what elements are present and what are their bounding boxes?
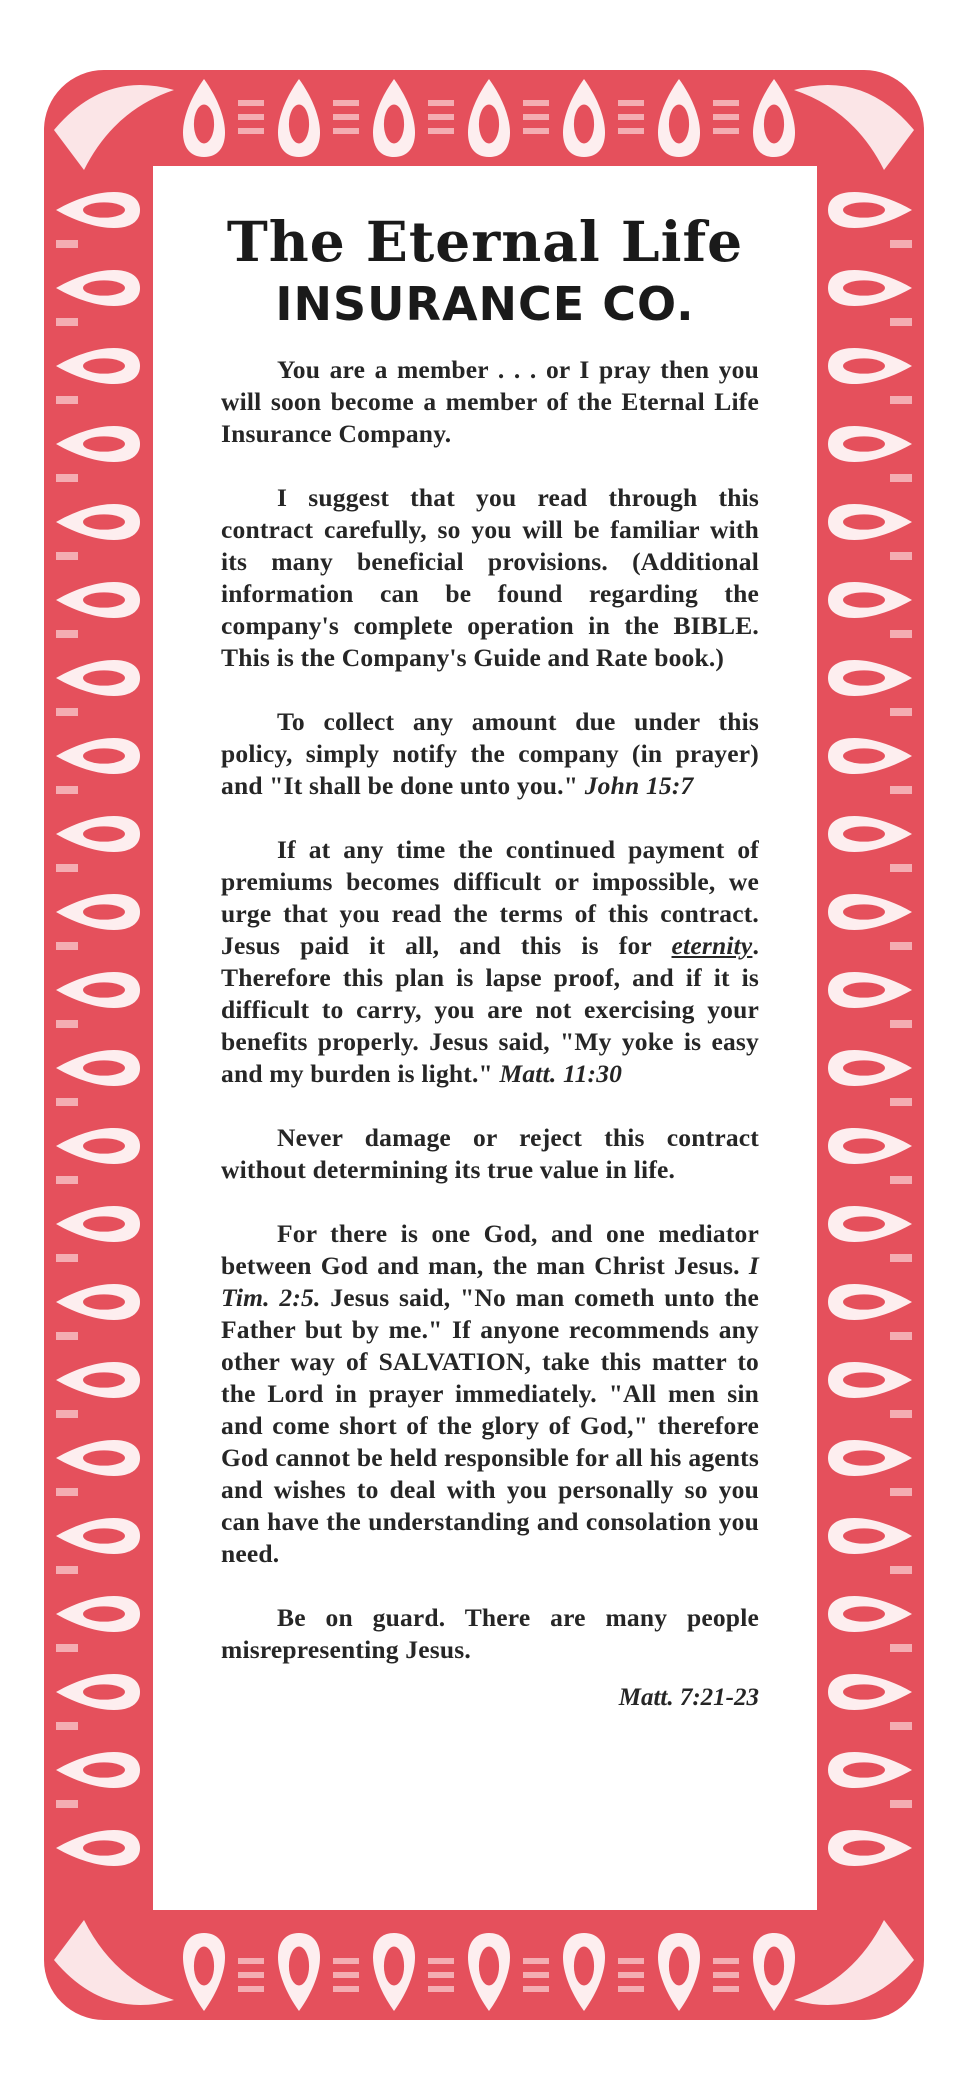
scripture-reference: Matt. 11:30 [499,1059,623,1088]
stripe-ornament [333,114,359,120]
stripe-ornament [56,1488,78,1496]
paragraph-membership: You are a member . . . or I pray then you will soon become a member of the Eternal Life Insurance Company. [221,355,759,448]
leaf-ornament-center [83,1450,125,1465]
stripe-ornament [618,114,644,120]
stripe-ornament [56,1800,78,1808]
leaf-ornament-center [83,826,125,841]
leaf-ornament-center [289,1947,309,1986]
leaf-ornament-center [83,1294,125,1309]
premiums-text-a: If at any time the continued payment of premiums becomes difficult or impossible, we urge that you read the terms of this contract. Jesus paid it all, and this is for [221,835,759,960]
stripe-ornament [56,708,78,716]
stripe-ornament [890,1332,912,1340]
stripe-ornament [56,1644,78,1652]
paragraph-premiums [221,834,759,1090]
stripe-ornament [890,318,912,326]
stripe-ornament [890,240,912,248]
leaf-ornament-center [83,904,125,919]
leaf-ornament-center [83,1216,125,1231]
stripe-ornament [523,128,549,134]
leaf-ornament-center [843,514,885,529]
stripe-ornament [56,1098,78,1106]
leaf-ornament-center [83,1528,125,1543]
stripe-ornament [890,1020,912,1028]
paragraph-be-on-guard: Be on guard. There are many people misrepresenting Jesus. [221,1603,759,1664]
stripe-ornament [890,864,912,872]
stripe-ornament [618,1958,644,1964]
stripe-ornament [713,128,739,134]
stripe-ornament [333,1986,359,1992]
stripe-ornament [890,1800,912,1808]
leaf-ornament-center [843,1606,885,1621]
leaf-ornament-center [83,202,125,217]
closing-scripture-reference: Matt. 7:21-23 [618,1684,759,1711]
stripe-ornament [56,942,78,950]
stripe-ornament [56,1410,78,1418]
leaf-ornament-center [843,904,885,919]
scripture-reference: John 15:7 [584,771,694,800]
paragraph-one-god [221,1218,759,1570]
stripe-ornament [56,240,78,248]
stripe-ornament [333,1958,359,1964]
stripe-ornament [890,1644,912,1652]
stripe-ornament [890,1566,912,1574]
stripe-ornament [56,552,78,560]
stripe-ornament [618,100,644,106]
stripe-ornament [618,1972,644,1978]
stripe-ornament [890,1410,912,1418]
leaf-ornament-center [289,105,309,144]
paragraph-read-contract: I suggest that you read through this contract carefully, so you will be familiar with its many beneficial provisions. (Additional information can be found regarding the company's complete operation in the BIBLE. This is the Company's Guide and Rate book.) [221,483,759,672]
leaf-ornament-center [83,1762,125,1777]
stripe-ornament [56,1566,78,1574]
leaf-ornament-center [384,1947,404,1986]
collect-text: To collect any amount due under this policy, simply notify the company (in prayer) and "It shall be done unto you." [221,707,759,800]
leaf-ornament-center [843,202,885,217]
stripe-ornament [618,128,644,134]
leaf-ornament-center [83,280,125,295]
stripe-ornament [56,630,78,638]
stripe-ornament [56,864,78,872]
leaf-ornament-center [384,105,404,144]
leaf-ornament-center [669,105,689,144]
leaf-ornament-center [843,670,885,685]
stripe-ornament [890,552,912,560]
leaf-ornament-center [843,1138,885,1153]
stripe-ornament [333,1972,359,1978]
text-panel [153,166,817,1910]
stripe-ornament [428,100,454,106]
leaf-ornament-center [479,105,499,144]
one-god-text-a: For there is one God, and one mediator between God and man, the man Christ Jesus. [221,1219,759,1280]
paragraph-never-damage: Never damage or reject this contract without determining its true value in life. [221,1123,759,1184]
stripe-ornament [713,1986,739,1992]
stripe-ornament [890,708,912,716]
stripe-ornament [890,396,912,404]
stripe-ornament [523,1986,549,1992]
leaf-ornament-center [843,982,885,997]
stripe-ornament [890,1488,912,1496]
stripe-ornament [238,114,264,120]
stripe-ornament [428,114,454,120]
leaf-ornament-center [479,1947,499,1986]
stripe-ornament [428,1958,454,1964]
company-title: The Eternal Life [226,209,744,274]
leaf-ornament-center [574,105,594,144]
stripe-ornament [523,100,549,106]
stripe-ornament [333,100,359,106]
stripe-ornament [56,396,78,404]
leaf-ornament-center [194,105,214,144]
stripe-ornament [890,1254,912,1262]
stripe-ornament [713,1972,739,1978]
leaf-ornament-center [843,1528,885,1543]
stripe-ornament [238,128,264,134]
leaf-ornament-center [83,982,125,997]
leaf-ornament-center [843,1450,885,1465]
stripe-ornament [56,1020,78,1028]
leaf-ornament-center [843,280,885,295]
stripe-ornament [523,1958,549,1964]
leaf-ornament-center [843,1216,885,1231]
leaf-ornament-center [843,1684,885,1699]
leaf-ornament-center [843,748,885,763]
stripe-ornament [890,474,912,482]
stripe-ornament [56,786,78,794]
stripe-ornament [890,1098,912,1106]
leaf-ornament-center [843,1372,885,1387]
leaf-ornament-center [83,592,125,607]
stripe-ornament [890,1176,912,1184]
stripe-ornament [428,1972,454,1978]
stripe-ornament [56,1176,78,1184]
premiums-text-b: . Therefore this plan is lapse proof, and if it is difficult to carry, you are not exercising your benefits properly. Jesus said, "My yoke is easy and my burden is light." [221,931,760,1088]
stripe-ornament [56,474,78,482]
stripe-ornament [890,786,912,794]
company-subtitle: INSURANCE CO. [275,277,695,331]
stripe-ornament [238,1972,264,1978]
stripe-ornament [523,1972,549,1978]
paragraph-collect [221,706,759,802]
scripture-reference: I Tim. 2:5. [221,1251,760,1312]
stripe-ornament [523,114,549,120]
leaf-ornament-center [843,826,885,841]
leaf-ornament-center [83,748,125,763]
leaf-ornament-center [83,1138,125,1153]
leaf-ornament-center [764,105,784,144]
leaf-ornament-center [83,514,125,529]
leaf-ornament-center [83,1606,125,1621]
leaf-ornament-center [764,1947,784,1986]
stripe-ornament [713,1958,739,1964]
stripe-ornament [56,318,78,326]
emphasized-word: eternity [671,931,753,960]
stripe-ornament [713,114,739,120]
stripe-ornament [238,1986,264,1992]
stripe-ornament [890,942,912,950]
leaf-ornament-center [83,1840,125,1855]
leaf-ornament-center [843,1294,885,1309]
stripe-ornament [618,1986,644,1992]
stripe-ornament [428,128,454,134]
stripe-ornament [56,1254,78,1262]
stripe-ornament [713,100,739,106]
stripe-ornament [56,1332,78,1340]
stripe-ornament [238,1958,264,1964]
leaf-ornament-center [843,358,885,373]
stripe-ornament [890,1722,912,1730]
stripe-ornament [890,630,912,638]
leaf-ornament-center [83,670,125,685]
leaf-ornament-center [843,1060,885,1075]
stripe-ornament [56,1722,78,1730]
leaf-ornament-center [843,1840,885,1855]
one-god-text-b: Jesus said, "No man cometh unto the Father but by me." If anyone recommends any other way of SALVATION, take this matter to the Lord in prayer immediately. "All men sin and come short of the glory of God," therefore God cannot be held responsible for all his agents and wishes to deal with you personally so you can have the understanding and consolation you need. [221,1283,759,1568]
leaf-ornament-center [83,358,125,373]
leaf-ornament-center [83,1372,125,1387]
stripe-ornament [333,128,359,134]
leaf-ornament-center [843,1762,885,1777]
leaf-ornament-center [83,436,125,451]
leaf-ornament-center [843,436,885,451]
stripe-ornament [428,1986,454,1992]
leaf-ornament-center [669,1947,689,1986]
leaf-ornament-center [574,1947,594,1986]
leaf-ornament-center [83,1684,125,1699]
leaf-ornament-center [843,592,885,607]
stripe-ornament [238,100,264,106]
insurance-tract-card [44,70,924,2020]
leaf-ornament-center [83,1060,125,1075]
leaf-ornament-center [194,1947,214,1986]
